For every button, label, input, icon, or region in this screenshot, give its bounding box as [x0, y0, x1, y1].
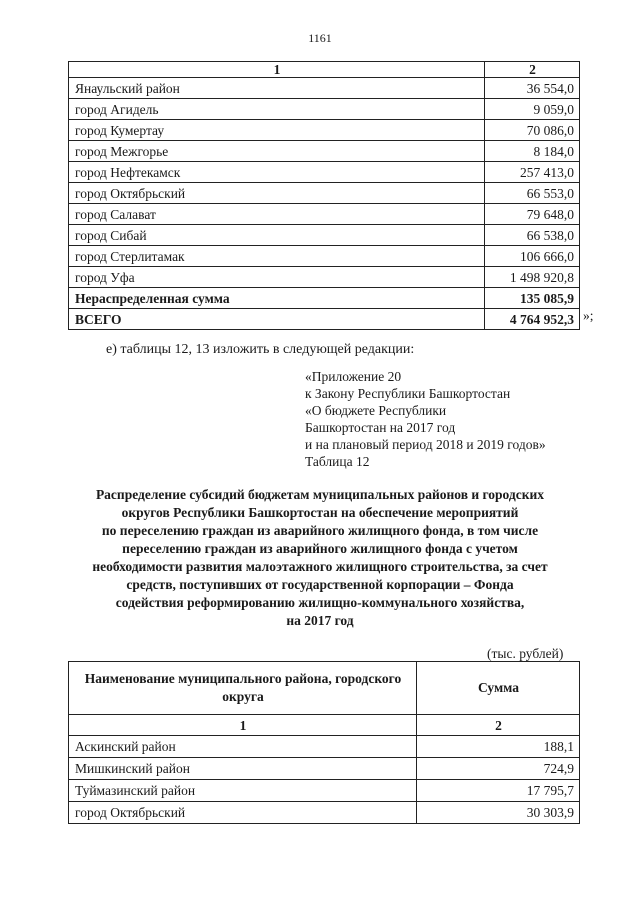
column-number-1: 1: [69, 715, 417, 736]
row-name: город Уфа: [69, 267, 485, 288]
row-value: 66 538,0: [485, 225, 580, 246]
row-name: город Стерлитамак: [69, 246, 485, 267]
title-line: округов Республики Башкортостан на обеспечение мероприятий: [121, 505, 519, 520]
table-row: [69, 780, 580, 802]
row-value: 79 648,0: [485, 204, 580, 225]
title-line: переселению граждан из аварийного жилищного фонда с учетом: [122, 541, 518, 556]
row-value: 8 184,0: [485, 141, 580, 162]
row-value: 257 413,0: [485, 162, 580, 183]
appendix-header: [305, 368, 546, 470]
table-row: [69, 162, 580, 183]
title-line: содействия реформированию жилищно-коммунального хозяйства,: [115, 595, 525, 610]
row-name: Янаульский район: [69, 78, 485, 99]
row-value: 70 086,0: [485, 120, 580, 141]
table-row: [69, 204, 580, 225]
subsidy-table-continued: [68, 61, 580, 330]
row-value: 724,9: [417, 758, 580, 780]
row-name: Туймазинский район: [69, 780, 417, 802]
table-row: [69, 99, 580, 120]
appendix-line: и на плановый период 2018 и 2019 годов»: [305, 437, 546, 452]
row-name: город Нефтекамск: [69, 162, 485, 183]
row-name: город Кумертау: [69, 120, 485, 141]
column-number-2: 2: [417, 715, 580, 736]
row-value: 4 764 952,3: [485, 309, 580, 330]
row-value: 1 498 920,8: [485, 267, 580, 288]
row-value: 66 553,0: [485, 183, 580, 204]
row-name: Нераспределенная сумма: [69, 288, 485, 309]
row-name: город Сибай: [69, 225, 485, 246]
table-row: [69, 267, 580, 288]
table-row: [69, 183, 580, 204]
table-row: [69, 120, 580, 141]
table-row: [69, 758, 580, 780]
closing-quote-mark: »;: [583, 308, 594, 323]
title-line: необходимости развития малоэтажного жилищного строительства, за счет: [92, 559, 548, 574]
row-name: город Октябрьский: [69, 802, 417, 824]
table-row: [69, 288, 580, 309]
row-value: 30 303,9: [417, 802, 580, 824]
table-header-row: [69, 662, 580, 715]
table-row: [69, 141, 580, 162]
subsidy-table-12: [68, 661, 580, 824]
table-row: [69, 246, 580, 267]
table-row: [69, 736, 580, 758]
column-number-1: 1: [69, 62, 485, 78]
paragraph-e: е) таблицы 12, 13 изложить в следующей редакции:: [106, 342, 415, 357]
appendix-line: «Приложение 20: [305, 369, 402, 384]
appendix-line: Башкортостан на 2017 год: [305, 420, 456, 435]
table-row: [69, 78, 580, 99]
appendix-line: к Закону Республики Башкортостан: [305, 386, 511, 401]
row-value: 106 666,0: [485, 246, 580, 267]
page-number: 1161: [308, 31, 332, 45]
row-value: 17 795,7: [417, 780, 580, 802]
row-name: город Агидель: [69, 99, 485, 120]
appendix-line: Таблица 12: [305, 454, 370, 469]
row-value: 188,1: [417, 736, 580, 758]
table-row: [69, 802, 580, 824]
column-numbers-row: [69, 715, 580, 736]
column-header-sum: Сумма: [417, 662, 580, 715]
row-name: ВСЕГО: [69, 309, 485, 330]
table-header-row: [69, 62, 580, 78]
row-name: Аскинский район: [69, 736, 417, 758]
table-12-title: [60, 486, 580, 630]
row-value: 135 085,9: [485, 288, 580, 309]
row-value: 36 554,0: [485, 78, 580, 99]
title-line: на 2017 год: [286, 613, 354, 628]
column-header-name: Наименование муниципального района, городского округа: [69, 662, 417, 715]
units-label: (тыс. рублей): [487, 646, 564, 661]
row-name: город Межгорье: [69, 141, 485, 162]
row-value: 9 059,0: [485, 99, 580, 120]
title-line: средств, поступивших от государственной корпорации – Фонда: [126, 577, 514, 592]
appendix-line: «О бюджете Республики: [305, 403, 447, 418]
column-number-2: 2: [485, 62, 580, 78]
table-row: [69, 225, 580, 246]
table-row: [69, 309, 580, 330]
title-line: Распределение субсидий бюджетам муниципальных районов и городских: [95, 487, 545, 502]
row-name: город Салават: [69, 204, 485, 225]
title-line: по переселению граждан из аварийного жилищного фонда, в том числе: [101, 523, 539, 538]
row-name: город Октябрьский: [69, 183, 485, 204]
row-name: Мишкинский район: [69, 758, 417, 780]
